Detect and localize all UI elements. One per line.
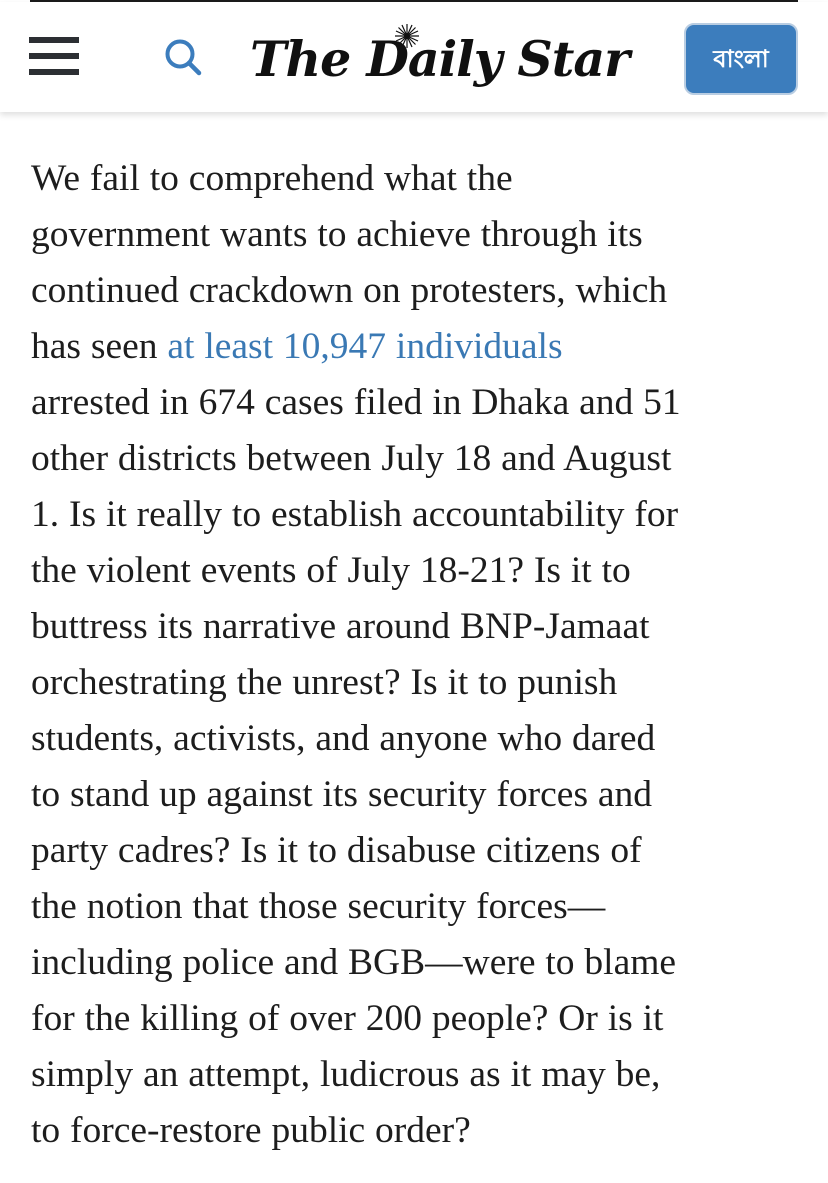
- article-line: orchestrating the unrest? Is it to punish: [31, 662, 618, 703]
- menu-bar: [29, 69, 79, 75]
- article-line: for the killing of over 200 people? Or is it: [31, 998, 664, 1039]
- search-icon[interactable]: [162, 36, 204, 78]
- article-line: has seen: [31, 326, 168, 367]
- article-line: We fail to comprehend what the: [31, 158, 513, 199]
- article-line: government wants to achieve through its: [31, 214, 643, 255]
- search-icon-graphic: [162, 36, 204, 78]
- menu-bar: [29, 37, 79, 43]
- article-line: including police and BGB—were to blame: [31, 942, 677, 983]
- article-line: to stand up against its security forces and: [31, 774, 653, 815]
- article-line: to force-restore public order?: [31, 1110, 471, 1151]
- hamburger-menu-icon[interactable]: [29, 35, 79, 77]
- article-paragraph: [31, 151, 801, 1159]
- article-line: the notion that those security forces—: [31, 886, 606, 927]
- article-line: buttress its narrative around BNP-Jamaat: [31, 606, 650, 647]
- menu-bar: [29, 53, 79, 59]
- arrest-count-link[interactable]: at least 10,947 individuals: [167, 326, 563, 367]
- article-line: party cadres? Is it to disabuse citizens of: [31, 830, 642, 871]
- article-line: continued crackdown on protesters, which: [31, 270, 668, 311]
- article-line: students, activists, and anyone who dared: [31, 718, 656, 759]
- article-line: 1. Is it really to establish accountability for: [31, 494, 679, 535]
- bangla-language-button[interactable]: বাংলা: [684, 23, 798, 95]
- article-line: the violent events of July 18-21? Is it to: [31, 550, 631, 591]
- logo-text: The Daily Star: [250, 30, 629, 88]
- site-header: [0, 2, 828, 112]
- article-line: other districts between July 18 and August: [31, 438, 672, 479]
- article-line: simply an attempt, ludicrous as it may be,: [31, 1054, 661, 1095]
- site-logo[interactable]: [250, 24, 629, 96]
- article-line: arrested in 674 cases filed in Dhaka and 51: [31, 382, 681, 423]
